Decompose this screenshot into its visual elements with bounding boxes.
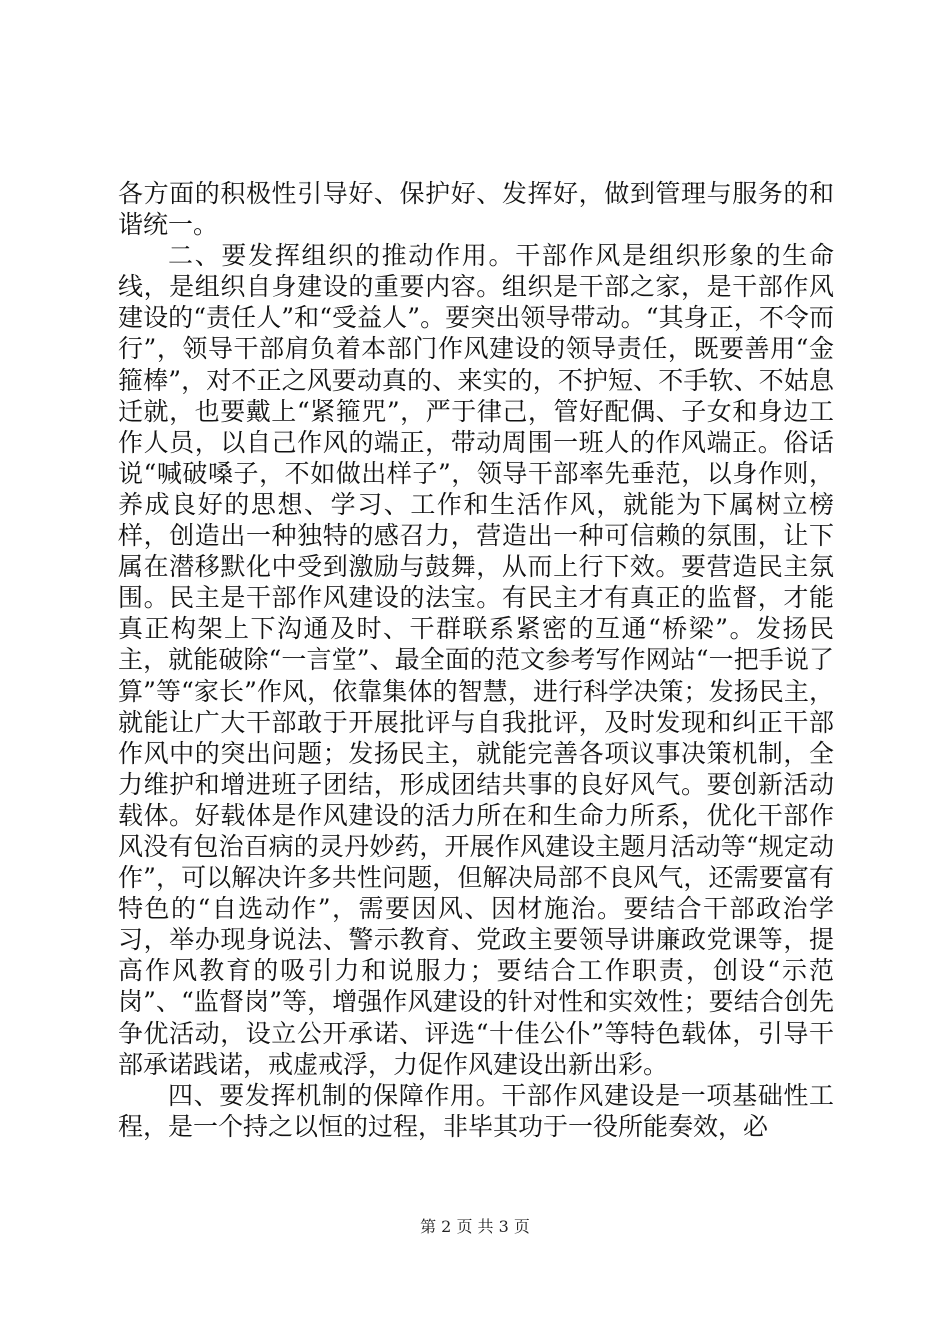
paragraph-2: 二、要发挥组织的推动作用。干部作风是组织形象的生命线，是组织自身建设的重要内容。组织是干部之家，是干部作风建设的“责任人”和“受益人”。要突出领导带动。“其身正，不令而行”，领导干部肩负着本部门作风建设的领导责任，既要善用“金箍棒”，对不正之风要动真的、来实的，不护短、不手软、不姑息迁就，也要戴上“紧箍咒”，严于律己，管好配偶、子女和身边工作人员，以自己作风的端正，带动周围一班人的作风端正。俗话说“喊破嗓子，不如做出样子”，领导干部率先垂范，以身作则，养成良好的思想、学习、工作和生活作风，就能为下属树立榜样，创造出一种独特的感召力，营造出一种可信赖的氛围，让下属在潜移默化中受到激励与鼓舞，从而上行下效。要营造民主氛围。民主是干部作风建设的法宝。有民主才有真正的监督，才能真正构架上下沟通及时、干群联系紧密的互通“桥梁”。发扬民主，就能破除“一言堂”、最全面的范文参考写作网站“一把手说了算”等“家长”作风，依靠集体的智慧，进行科学决策；发扬民主，就能让广大干部敢于开展批评与自我批评，及时发现和纠正干部作风中的突出问题；发扬民主，就能完善各项议事决策机制，全力维护和增进班子团结，形成团结共事的良好风气。要创新活动载体。好载体是作风建设的活力所在和生命力所系，优化干部作风没有包治百病的灵丹妙药，开展作风建设主题月活动等“规定动作”，可以解决许多共性问题，但解决局部不良风气，还需要富有特色的“自选动作”，需要因风、因材施治。要结合干部政治学习，举办现身说法、警示教育、党政主要领导讲廉政党课等，提高作风教育的吸引力和说服力；要结合工作职责，创设“示范岗”、“监督岗”等，增强作风建设的针对性和实效性；要结合创先争优活动，设立公开承诺、评选“十佳公仆”等特色载体，引导干部承诺践诺，戒虚戒浮，力促作风建设出新出彩。 bbox=[118, 241, 834, 1079]
page-footer: 第 2 页 共 3 页 bbox=[420, 1217, 530, 1236]
paragraph-1: 各方面的积极性引导好、保护好、发挥好，做到管理与服务的和谐统一。 bbox=[118, 179, 834, 240]
document-body bbox=[118, 178, 834, 1142]
paragraph-3: 四、要发挥机制的保障作用。干部作风建设是一项基础性工程，是一个持之以恒的过程，非毕其功于一役所能奏效，必 bbox=[118, 1080, 834, 1141]
